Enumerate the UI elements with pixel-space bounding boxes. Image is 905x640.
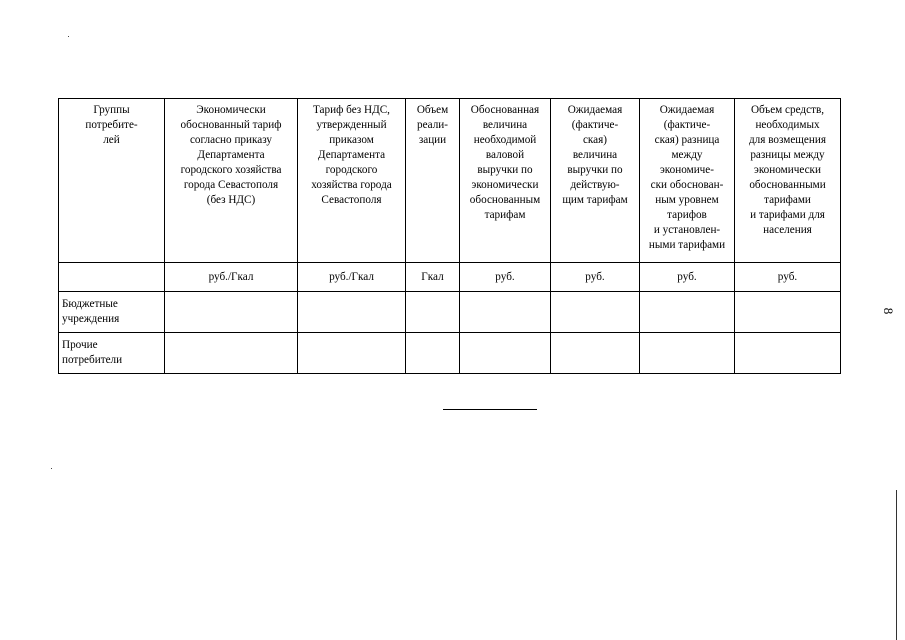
end-divider-line [443,409,537,410]
header-approved-tariff: Тариф без НДС, утвержденный приказом Департамента городского хозяйства города Севастополя [298,99,406,263]
table-cell [406,292,460,333]
table-cell [735,333,841,374]
table-units-row [59,263,841,292]
table-cell [735,292,841,333]
table-cell [640,333,735,374]
unit-cell [59,263,165,292]
table-cell [298,292,406,333]
header-justified-revenue: Обоснованная величина необходимой валовой выручки по экономически обоснованным тарифам [460,99,551,263]
page-number: 8 [881,307,896,315]
table-cell [551,333,640,374]
table-cell [551,292,640,333]
header-sales-volume: Объем реали- зации [406,99,460,263]
header-consumer-groups: Группы потребите- лей [59,99,165,263]
row-label-other-consumers: Прочие потребители [59,333,165,374]
scan-speck [51,468,52,469]
table-cell [298,333,406,374]
table-cell [460,292,551,333]
unit-cell: руб./Гкал [298,263,406,292]
header-economic-tariff: Экономически обоснованный тариф согласно приказу Департамента городского хозяйства города Севастополя (без НДС) [165,99,298,263]
tariff-table [58,98,841,374]
table-cell [165,333,298,374]
unit-cell: руб. [640,263,735,292]
unit-cell: руб./Гкал [165,263,298,292]
header-expected-difference: Ожидаемая (фактиче- ская) разница между экономиче- ски обоснован- ным уровнем тарифов и установлен- ными тарифами [640,99,735,263]
unit-cell: руб. [551,263,640,292]
row-label-budget-institutions: Бюджетные учреждения [59,292,165,333]
table-cell [165,292,298,333]
table-row [59,292,841,333]
table-cell [406,333,460,374]
table-cell [460,333,551,374]
header-expected-revenue: Ожидаемая (фактиче- ская) величина выручки по действую- щим тарифам [551,99,640,263]
unit-cell: руб. [735,263,841,292]
table-header-row [59,99,841,263]
table-row [59,333,841,374]
table-cell [640,292,735,333]
scan-edge-line [896,490,897,640]
unit-cell: Гкал [406,263,460,292]
scan-speck [68,36,69,37]
header-compensation-amount: Объем средств, необходимых для возмещения разницы между экономически обоснованными тарифами и тарифами для населения [735,99,841,263]
unit-cell: руб. [460,263,551,292]
